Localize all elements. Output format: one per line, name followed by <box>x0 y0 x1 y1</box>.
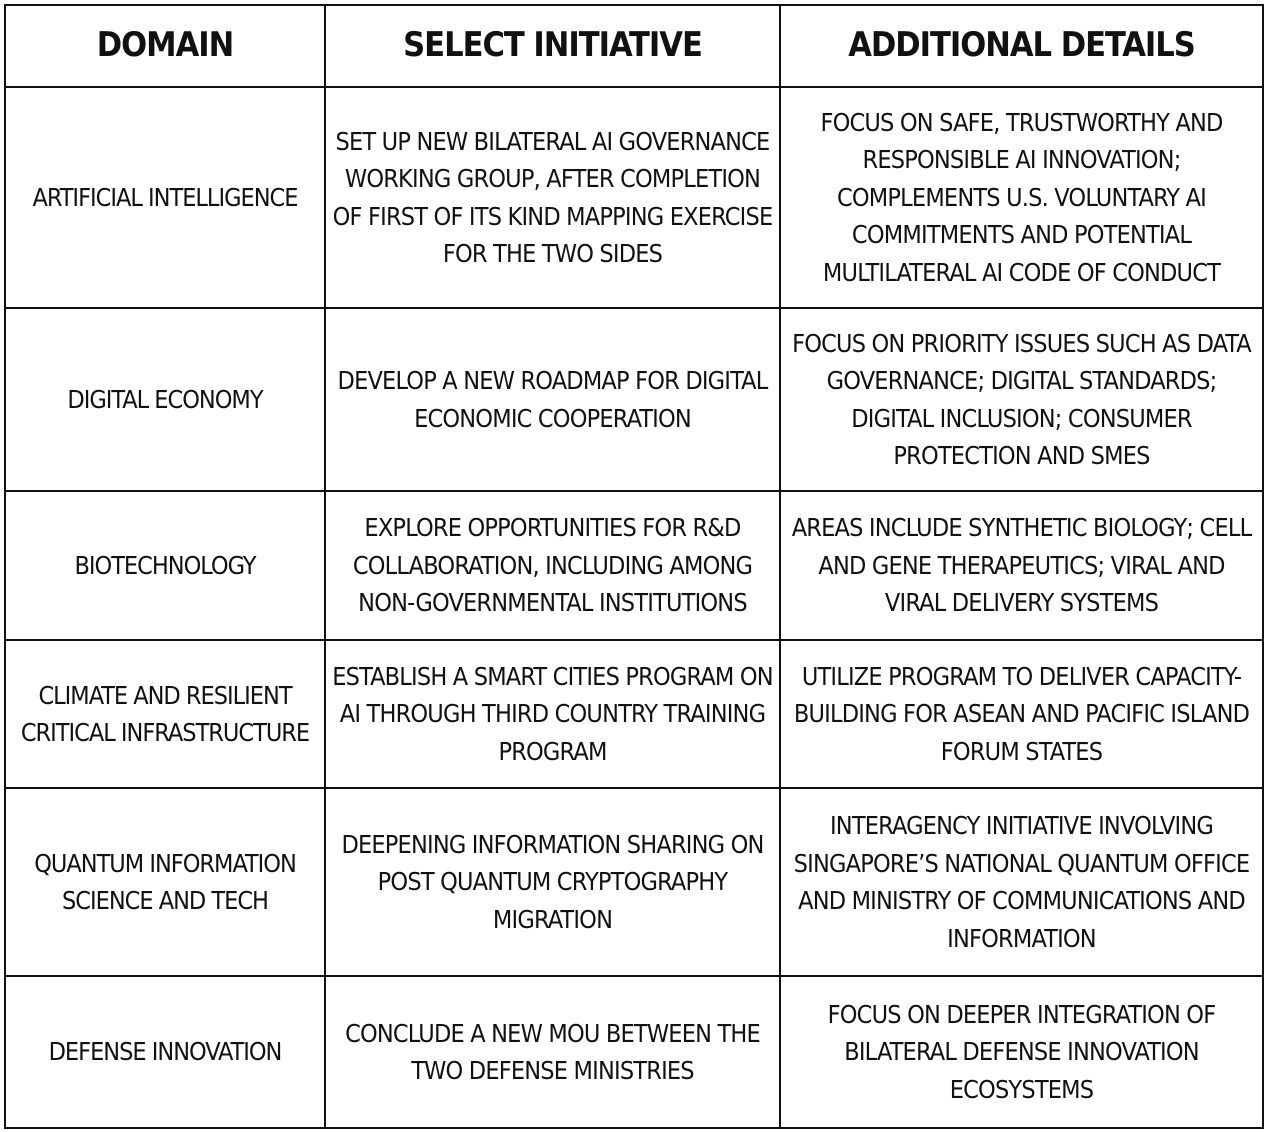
initiative-cell: DEVELOP A NEW ROADMAP FOR DIGITAL ECONOMIC COOPERATION <box>325 308 780 491</box>
table-row <box>5 976 1263 1128</box>
domain-cell: BIOTECHNOLOGY <box>5 491 325 640</box>
initiative-cell: SET UP NEW BILATERAL AI GOVERNANCE WORKING GROUP, AFTER COMPLETION OF FIRST OF ITS KIND MAPPING EXERCISE FOR THE TWO SIDES <box>325 87 780 308</box>
details-cell: UTILIZE PROGRAM TO DELIVER CAPACITY-BUILDING FOR ASEAN AND PACIFIC ISLAND FORUM STATES <box>780 640 1263 788</box>
domain-cell: DIGITAL ECONOMY <box>5 308 325 491</box>
details-cell: AREAS INCLUDE SYNTHETIC BIOLOGY; CELL AND GENE THERAPEUTICS; VIRAL AND VIRAL DELIVERY SYSTEMS <box>780 491 1263 640</box>
initiative-cell: EXPLORE OPPORTUNITIES FOR R&D COLLABORATION, INCLUDING AMONG NON-GOVERNMENTAL INSTITUTIONS <box>325 491 780 640</box>
header-domain: DOMAIN <box>5 5 325 87</box>
header-additional-details: ADDITIONAL DETAILS <box>780 5 1263 87</box>
details-cell: FOCUS ON DEEPER INTEGRATION OF BILATERAL DEFENSE INNOVATION ECOSYSTEMS <box>780 976 1263 1128</box>
initiative-cell: ESTABLISH A SMART CITIES PROGRAM ON AI THROUGH THIRD COUNTRY TRAINING PROGRAM <box>325 640 780 788</box>
table-row <box>5 491 1263 640</box>
domain-cell: ARTIFICIAL INTELLIGENCE <box>5 87 325 308</box>
domain-cell: CLIMATE AND RESILIENT CRITICAL INFRASTRUCTURE <box>5 640 325 788</box>
details-cell: FOCUS ON SAFE, TRUSTWORTHY AND RESPONSIBLE AI INNOVATION; COMPLEMENTS U.S. VOLUNTARY AI COMMITMENTS AND POTENTIAL MULTILATERAL AI CODE OF CONDUCT <box>780 87 1263 308</box>
header-select-initiative: SELECT INITIATIVE <box>325 5 780 87</box>
details-cell: INTERAGENCY INITIATIVE INVOLVING SINGAPORE’S NATIONAL QUANTUM OFFICE AND MINISTRY OF COMMUNICATIONS AND INFORMATION <box>780 788 1263 976</box>
initiatives-table <box>4 4 1264 1129</box>
table-row <box>5 640 1263 788</box>
initiative-cell: DEEPENING INFORMATION SHARING ON POST QUANTUM CRYPTOGRAPHY MIGRATION <box>325 788 780 976</box>
domain-cell: DEFENSE INNOVATION <box>5 976 325 1128</box>
table-row <box>5 308 1263 491</box>
domain-cell: QUANTUM INFORMATION SCIENCE AND TECH <box>5 788 325 976</box>
table-row <box>5 87 1263 308</box>
details-cell: FOCUS ON PRIORITY ISSUES SUCH AS DATA GOVERNANCE; DIGITAL STANDARDS; DIGITAL INCLUSION; CONSUMER PROTECTION AND SMES <box>780 308 1263 491</box>
table-header-row <box>5 5 1263 87</box>
initiative-cell: CONCLUDE A NEW MOU BETWEEN THE TWO DEFENSE MINISTRIES <box>325 976 780 1128</box>
table-row <box>5 788 1263 976</box>
